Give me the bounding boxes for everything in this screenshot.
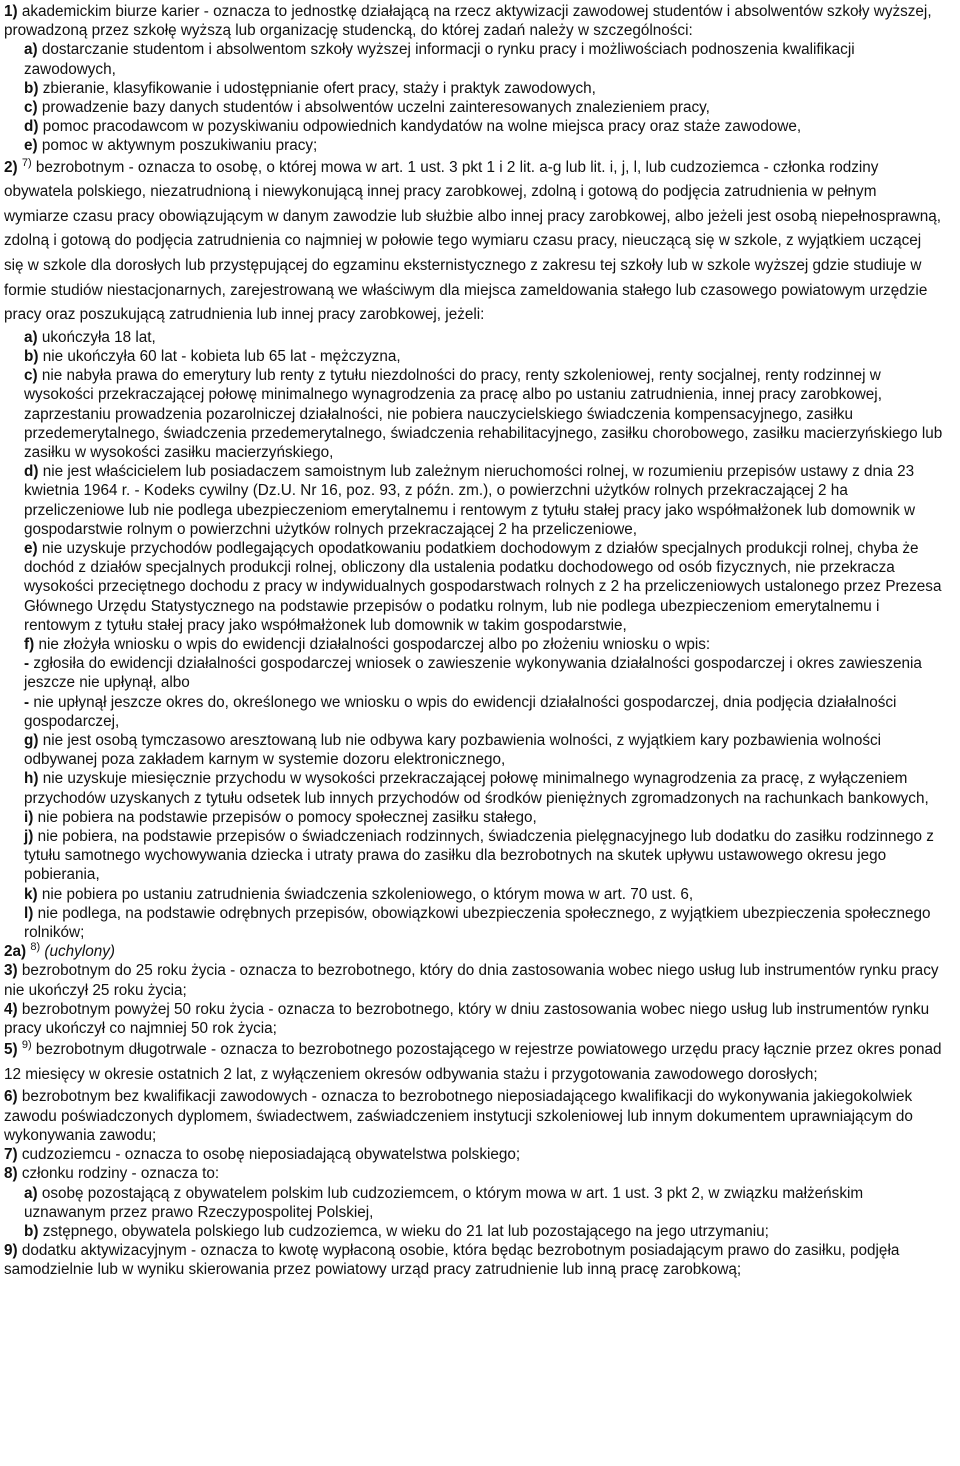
item-label: c)	[24, 367, 38, 385]
item-9	[4, 1241, 944, 1279]
item-label: a)	[24, 41, 38, 59]
item-text: ukończyła 18 lat,	[37, 328, 156, 346]
item-text: zbieranie, klasyfikowanie i udostępnianie ofert pracy, staży i praktyk zawodowych,	[38, 79, 596, 97]
item-label: -	[24, 693, 30, 711]
item-label: 7)	[4, 1146, 18, 1164]
item-label: e)	[24, 540, 38, 558]
item-text: nie pobiera po ustaniu zatrudnienia świadczenia szkoleniowego, o którym mowa w art. 70 ust. 6,	[37, 885, 694, 903]
footnote-ref: 8)	[30, 941, 41, 954]
item-2d	[4, 462, 944, 539]
item-1	[4, 2, 944, 40]
footnote-ref: 9)	[21, 1039, 32, 1052]
item-text: nie pobiera, na podstawie przepisów o świadczeniach rodzinnych, świadczenia pielęgnacyjnego lub dodatku do zasiłku rodzinnego z tytułu samotnego wychowywania dziecka i utraty prawa do zasiłku dla bezrobotnych na skutek upływu ustawowego okresu jego pobierania,	[24, 828, 934, 884]
item-2b	[4, 347, 944, 366]
item-label: 2a)	[4, 943, 27, 961]
item-2a-repealed	[4, 942, 944, 961]
item-label: b)	[24, 79, 39, 97]
item-2k	[4, 885, 944, 904]
item-2f-dash-1	[4, 654, 944, 692]
item-2f	[4, 635, 944, 654]
item-text: dodatku aktywizacyjnym - oznacza to kwotę wypłaconą osobie, która będąc bezrobotnym posiadającym prawo do zasiłku, podjęła samodzielnie lub w wyniku skierowania przez powiatowy urząd pracy zatrudnienie lub inną pracę zarobkową;	[4, 1242, 900, 1279]
item-2j	[4, 827, 944, 885]
item-label: h)	[24, 770, 39, 788]
item-label: j)	[24, 828, 34, 846]
item-1e	[4, 136, 944, 155]
item-text: osobę pozostającą z obywatelem polskim lub cudzoziemcem, o którym mowa w art. 1 ust. 3 pkt 2, w związku małżeńskim uznawanym przez prawo Rzeczypospolitej Polskiej,	[24, 1184, 864, 1221]
item-label: 8)	[4, 1165, 18, 1183]
item-text: bezrobotnym długotrwale - oznacza to bezrobotnego pozostającego w rejestrze powiatowego urzędu pracy łącznie przez okres ponad 12 miesięcy w okresie ostatnich 2 lat, z wyłączeniem okresów odbywania stażu i przygotowania zawodowego dorosłych;	[4, 1041, 942, 1083]
item-text: bezrobotnym powyżej 50 roku życia - oznacza to bezrobotnego, który w dniu zastosowania wobec niego usług lub instrumentów rynku pracy ukończył co najmniej 50 rok życia;	[4, 1000, 930, 1038]
item-text: akademickim biurze karier - oznacza to jednostkę działającą na rzecz aktywizacji zawodowej studentów i absolwentów szkoły wyższej, prowadzoną przez szkołę wyższą lub organizację studencką, do której zadań należy w szczególności:	[4, 3, 932, 40]
item-2l	[4, 904, 944, 942]
item-label: b)	[24, 347, 39, 365]
item-text: nie uzyskuje miesięcznie przychodu w wysokości przekraczającej połowę minimalnego wynagrodzenia za pracę, z wyłączeniem przychodów uzyskanych z tytułu odsetek lub innych przychodów od środków pieniężnych zgromadzonych na rachunkach bankowych,	[24, 770, 929, 807]
item-label: d)	[24, 463, 39, 481]
item-label: a)	[24, 1184, 38, 1202]
item-text: nie złożyła wniosku o wpis do ewidencji działalności gospodarczej albo po złożeniu wniosku o wpis:	[34, 636, 711, 654]
item-text: nie uzyskuje przychodów podlegających opodatkowaniu podatkiem dochodowym z działów specjalnych produkcji rolnej, chyba że dochód z działów specjalnych produkcji rolnej, obliczony dla ustalenia podatku dochodowego od osób fizycznych, nie przekracza wysokości przeciętnego dochodu z pracy w indywidualnych gospodarstwach rolnych z 2 ha przeliczeniowych ustalonego przez Prezesa Głównego Urzędu Statystycznego na podstawie przepisów o podatku rolnym, lub nie podlega ubezpieczeniom emerytalnemu i rentowym z tytułu stałej pracy jako współmałżonek lub domownik w takim gospodarstwie,	[24, 540, 942, 634]
item-2h	[4, 769, 944, 807]
item-label: f)	[24, 636, 35, 654]
item-6	[4, 1087, 944, 1145]
item-text: pomoc w aktywnym poszukiwaniu pracy;	[37, 137, 318, 155]
item-label: k)	[24, 885, 38, 903]
item-label: 1)	[4, 3, 18, 20]
item-label: g)	[24, 732, 39, 750]
item-5	[4, 1038, 944, 1087]
item-text: nie podlega, na podstawie odrębnych przepisów, obowiązkowi ubezpieczenia społecznego, z wyjątkiem ubezpieczenia społecznego rolników;	[24, 904, 931, 942]
item-text: nie upłynął jeszcze okres do, określonego we wniosku o wpis do ewidencji działalności gospodarczej, dnia podjęcia działalności gospodarczej,	[24, 693, 897, 730]
item-label: a)	[24, 328, 38, 346]
item-3	[4, 961, 944, 999]
item-label: b)	[24, 1222, 39, 1240]
item-text: bezrobotnym bez kwalifikacji zawodowych - oznacza to bezrobotnego nieposiadającego kwalifikacji do wykonywania jakiegokolwiek zawodu poświadczonych dyplomem, świadectwem, zaświadczeniem instytucji szkoleniowej lub innym dokumentem uprawniającym do wykonywania zawodu;	[4, 1088, 913, 1144]
footnote-ref: 7)	[21, 156, 32, 169]
item-text: członku rodziny - oznacza to:	[17, 1165, 220, 1183]
item-label: l)	[24, 904, 34, 922]
item-label: 5)	[4, 1041, 18, 1059]
item-2a	[4, 328, 944, 347]
item-2e	[4, 539, 944, 635]
item-label: 3)	[4, 962, 18, 980]
item-text: cudzoziemcu - oznacza to osobę nieposiadającą obywatelstwa polskiego;	[17, 1146, 521, 1164]
item-text: nie jest właścicielem lub posiadaczem samoistnym lub zależnym nieruchomości rolnej, w rozumieniu przepisów ustawy z dnia 23 kwietnia 1964 r. - Kodeks cywilny (Dz.U. Nr 16, poz. 93, z późn. zm.), o powierzchni użytków rolnych przekraczającej 2 ha przeliczeniowe lub nie podlega ubezpieczeniom emerytalnemu i rentowym z tytułu stałej pracy jako współmałżonek lub domownik w gospodarstwie rolnym o powierzchni użytków rolnych przekraczającej 2 ha przeliczeniowe,	[24, 463, 916, 538]
item-text: dostarczanie studentom i absolwentom szkoły wyższej informacji o rynku pracy i możliwościach podnoszenia kwalifikacji zawodowych,	[24, 41, 855, 78]
item-text: nie ukończyła 60 lat - kobieta lub 65 lat - mężczyzna,	[38, 347, 401, 365]
item-text: zgłosiła do ewidencji działalności gospodarczej wniosek o zawieszenie wykonywania działalności gospodarczej i okres zawieszenia jeszcze nie upłynął, albo	[24, 655, 922, 692]
item-2	[4, 156, 944, 328]
item-8a	[4, 1184, 944, 1222]
item-8b	[4, 1222, 944, 1241]
item-text: (uchylony)	[40, 943, 115, 961]
item-1b	[4, 79, 944, 98]
item-label: 9)	[4, 1242, 18, 1260]
item-2c	[4, 366, 944, 462]
item-text: nie pobiera na podstawie przepisów o pomocy społecznej zasiłku stałego,	[33, 808, 537, 826]
item-text: pomoc pracodawcom w pozyskiwaniu odpowiednich kandydatów na wolne miejsca pracy oraz staże zawodowe,	[38, 118, 802, 136]
item-text: nie jest osobą tymczasowo aresztowaną lub nie odbywa kary pozbawienia wolności, z wyjątkiem kary pozbawienia wolności odbywanej poza zakładem karnym w systemie dozoru elektronicznego,	[24, 732, 882, 769]
item-text: bezrobotnym - oznacza to osobę, o której mowa w art. 1 ust. 3 pkt 1 i 2 lit. a-g lub lit. i, j, l, lub cudzoziemca - członka rodziny obywatela polskiego, niezatrudnioną i niewykonującą innej pracy zarobkowej, zdolną i gotową do podjęcia zatrudnienia w pełnym wymiarze czasu pracy obowiązującym w danym zawodzie lub służbie albo innej pracy zarobkowej, albo jeżeli jest osobą niepełnosprawną, zdolną i gotową do podjęcia zatrudnienia co najmniej w połowie tego wymiaru czasu pracy, nieuczącą się w szkole, z wyjątkiem uczącej się w szkole dla dorosłych lub przystępującej do egzaminu eksternistycznego z zakresu tej szkoły lub w szkole wyższej gdzie studiuje w formie studiów niestacjonarnych, zarejestrowaną we właściwym dla miejsca zameldowania stałego lub czasowego powiatowym urzędzie pracy oraz poszukującą zatrudnienia lub innej pracy zarobkowej, jeżeli:	[4, 158, 941, 324]
item-label: 2)	[4, 158, 18, 176]
item-7	[4, 1145, 944, 1164]
item-1c	[4, 98, 944, 117]
item-label: 4)	[4, 1000, 18, 1018]
item-1d	[4, 117, 944, 136]
item-2g	[4, 731, 944, 769]
item-label: e)	[24, 137, 38, 155]
item-label: -	[24, 655, 30, 673]
item-1a	[4, 40, 944, 78]
item-text: zstępnego, obywatela polskiego lub cudzoziemca, w wieku do 21 lat lub pozostającego na jego utrzymaniu;	[38, 1222, 769, 1240]
item-2f-dash-2	[4, 693, 944, 731]
item-label: c)	[24, 99, 38, 117]
item-4	[4, 1000, 944, 1038]
item-label: d)	[24, 118, 39, 136]
item-text: bezrobotnym do 25 roku życia - oznacza to bezrobotnego, który do dnia zastosowania wobec niego usług lub instrumentów rynku pracy nie ukończył 25 roku życia;	[4, 962, 939, 999]
item-2i	[4, 808, 944, 827]
item-label: 6)	[4, 1088, 18, 1106]
item-text: prowadzenie bazy danych studentów i absolwentów uczelni zainteresowanych znalezieniem pracy,	[37, 99, 710, 117]
item-label: i)	[24, 808, 34, 826]
item-text: nie nabyła prawa do emerytury lub renty z tytułu niezdolności do pracy, renty szkoleniowej, renty socjalnej, renty rodzinnej w wysokości przekraczającej połowę minimalnego wynagrodzenia za pracę albo po ustaniu zatrudnienia, innej pracy zarobkowej, zaprzestaniu prowadzenia pozarolniczej działalności, nie pobiera nauczycielskiego świadczenia kompensacyjnego, zasiłku przedemerytalnego, świadczenia przedemerytalnego, świadczenia rehabilitacyjnego, zasiłku chorobowego, zasiłku macierzyńskiego lub zasiłku w wysokości zasiłku macierzyńskiego,	[24, 367, 943, 461]
item-8	[4, 1164, 944, 1183]
